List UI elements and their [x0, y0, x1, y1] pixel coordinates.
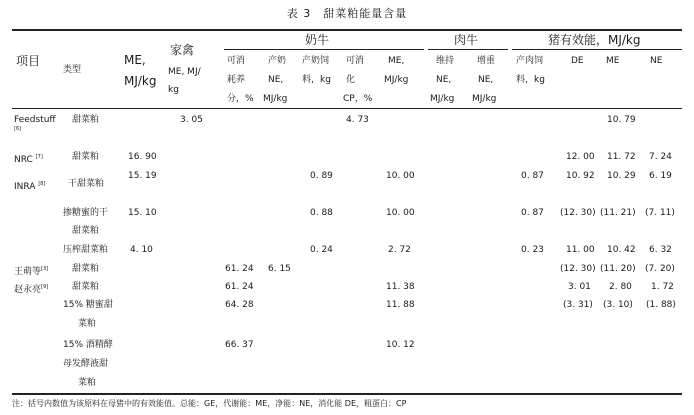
header-dig-cp-3: CP，% [343, 94, 373, 104]
row-wang-pig-me: (11. 20) [600, 264, 636, 274]
row-zhao1-pig-me: 2. 80 [609, 282, 632, 292]
row-nrc-ne: 7. 24 [649, 152, 672, 162]
row-feedstuff-pig-me: 10. 79 [607, 115, 636, 125]
row-feedstuff-ref: [6] [14, 126, 22, 132]
row-inra2-dairy-me: 10. 00 [386, 208, 415, 218]
row-inra1-dairy-me: 10. 00 [386, 171, 415, 181]
header-dig-cp-1: 可消 [346, 56, 365, 66]
row-inra3-type: 压榨甜菜粕 [63, 245, 109, 255]
header-maint-2: NE, [436, 75, 452, 85]
row-zhao2-type-l2: 菜粕 [78, 319, 97, 329]
row-inra2-me: 15. 10 [128, 208, 157, 218]
row-feedstuff-type: 甜菜粕 [72, 115, 100, 125]
beef-group-rule [428, 49, 508, 50]
header-poultry-sub2: kg [168, 85, 179, 95]
row-feedstuff-item [14, 114, 56, 126]
header-beef-feed-2: 料，kg [516, 75, 545, 85]
top-rule [12, 29, 682, 31]
row-inra3-milk-feed: 0. 24 [310, 245, 333, 255]
dairy-group-rule [224, 49, 424, 50]
row-nrc-item [14, 151, 43, 166]
ref-mark: [7] [35, 154, 43, 160]
row-zhao1-dairy-me: 11. 38 [386, 282, 415, 292]
header-dig-nutr-2: 耗养 [227, 75, 246, 85]
row-inra2-ne: (7. 11) [645, 208, 675, 218]
row-zhao1-type: 甜菜粕 [72, 282, 100, 292]
row-wang-item [14, 263, 48, 278]
row-zhao1-de: 3. 01 [568, 282, 591, 292]
row-inra3-pig-me: 10. 42 [607, 245, 636, 255]
header-me-unit: MJ/kg [124, 74, 157, 88]
header-ne: NE [650, 56, 663, 66]
row-inra1-beef-feed: 0. 87 [521, 171, 544, 181]
table-title: 表 3 甜菜粕能量含量 [286, 7, 408, 20]
ref-mark: [8] [38, 181, 46, 187]
row-inra1-milk-feed: 0. 89 [310, 171, 333, 181]
header-maint-1: 维持 [436, 56, 455, 66]
row-zhao3-dig-nutr: 66. 37 [225, 340, 254, 350]
row-wang-type: 甜菜粕 [72, 264, 100, 274]
header-dairy-me-1: ME, [388, 56, 405, 66]
row-inra3-beef-feed: 0. 23 [521, 245, 544, 255]
row-wang-dig-nutr: 61. 24 [225, 264, 254, 274]
row-inra1-me: 15. 19 [128, 171, 157, 181]
header-milk-feed-2: 料，kg [302, 75, 331, 85]
row-zhao1-ne: 1. 72 [651, 282, 674, 292]
row-zhao2-dig-nutr: 64. 28 [225, 300, 254, 310]
bottom-rule [12, 393, 682, 395]
row-zhao2-pig-me: (3. 10) [603, 300, 633, 310]
row-zhao3-type-l3: 菜粕 [78, 378, 97, 388]
header-poultry: 家禽 [170, 43, 195, 57]
row-inra1-de: 10. 92 [566, 171, 595, 181]
row-feedstuff-dig-cp: 4. 73 [346, 115, 369, 125]
row-inra2-beef-feed: 0. 87 [521, 208, 544, 218]
ref-mark: [3] [41, 266, 49, 272]
row-zhao2-dairy-me: 11. 88 [386, 300, 415, 310]
header-nel-3: MJ/kg [263, 94, 288, 104]
item-label: Feedstuff [14, 115, 56, 125]
header-pig-group: 猪有效能，MJ/kg [548, 33, 641, 47]
item-label: NRC [14, 155, 33, 165]
row-inra2-de: (12. 30) [560, 208, 596, 218]
row-inra3-ne: 6. 32 [649, 245, 672, 255]
row-zhao2-type-l1: 15% 糖蜜甜 [63, 300, 113, 310]
header-gain-1: 增重 [477, 56, 496, 66]
row-zhao-item [14, 281, 48, 296]
row-inra1-type: 干甜菜粕 [68, 179, 105, 189]
row-zhao2-de: (3. 31) [563, 300, 593, 310]
header-maint-3: MJ/kg [430, 94, 455, 104]
row-zhao2-ne: (1. 88) [646, 300, 676, 310]
row-inra1-pig-me: 10. 29 [607, 171, 636, 181]
row-nrc-type: 甜菜粕 [72, 152, 100, 162]
header-type: 类型 [63, 65, 82, 75]
row-wang-de: (12. 30) [560, 264, 596, 274]
header-nel-2: NE, [268, 75, 284, 85]
header-nel-1: 产奶 [268, 56, 287, 66]
row-zhao1-dig-nutr: 61. 24 [225, 282, 254, 292]
item-label: 赵永亮 [14, 285, 42, 295]
header-gain-3: MJ/kg [472, 94, 497, 104]
header-beef-group: 肉牛 [454, 33, 479, 47]
row-inra1-ne: 6. 19 [649, 171, 672, 181]
row-inra3-de: 11. 00 [566, 245, 595, 255]
header-milk-feed-1: 产奶饲 [302, 56, 330, 66]
header-de: DE [571, 56, 584, 66]
header-me: ME, [124, 53, 146, 67]
row-zhao3-type-l2: 母发酵液甜 [63, 359, 109, 369]
row-zhao3-dairy-me: 10. 12 [386, 340, 415, 350]
row-inra-item [14, 178, 45, 193]
row-inra2-type-l1: 掺糖蜜的干 [63, 208, 109, 218]
row-nrc-pig-me: 11. 72 [607, 152, 636, 162]
row-nrc-de: 12. 00 [566, 152, 595, 162]
header-beef-feed-1: 产肉饲 [516, 56, 544, 66]
header-dig-nutr-3: 分，% [227, 94, 254, 104]
row-nrc-me: 16. 90 [128, 152, 157, 162]
header-item: 项目 [16, 54, 41, 68]
row-inra3-dairy-me: 2. 72 [388, 245, 411, 255]
header-pig-me: ME [606, 56, 620, 66]
row-inra2-pig-me: (11. 21) [600, 208, 636, 218]
header-rule [12, 108, 682, 109]
row-wang-ne: (7. 20) [645, 264, 675, 274]
row-inra2-milk-feed: 0. 88 [310, 208, 333, 218]
row-feedstuff-poultry: 3. 05 [180, 115, 203, 125]
ref-mark: [9] [41, 284, 49, 290]
row-inra3-me: 4. 10 [130, 245, 153, 255]
item-label: INRA [14, 182, 36, 192]
row-wang-nel: 6. 15 [268, 264, 291, 274]
header-poultry-sub1: ME, MJ/ [168, 67, 201, 77]
table-footnote: 注：括号内数值为该原料在母猪中的有效能值。总能：GE，代谢能：ME，净能：NE，消化能 DE，粗蛋白：CP [12, 399, 407, 408]
header-dig-cp-2: 化 [346, 75, 356, 85]
row-inra2-type-l2: 甜菜粕 [72, 226, 100, 236]
item-label: 王萌等 [14, 267, 42, 277]
header-gain-2: NE, [478, 75, 494, 85]
pig-group-rule [512, 49, 682, 50]
row-zhao3-type-l1: 15% 酒精酵 [63, 340, 113, 350]
header-dig-nutr-1: 可消 [227, 56, 246, 66]
header-dairy-group: 奶牛 [305, 33, 330, 47]
header-dairy-me-2: MJ/kg [384, 75, 409, 85]
